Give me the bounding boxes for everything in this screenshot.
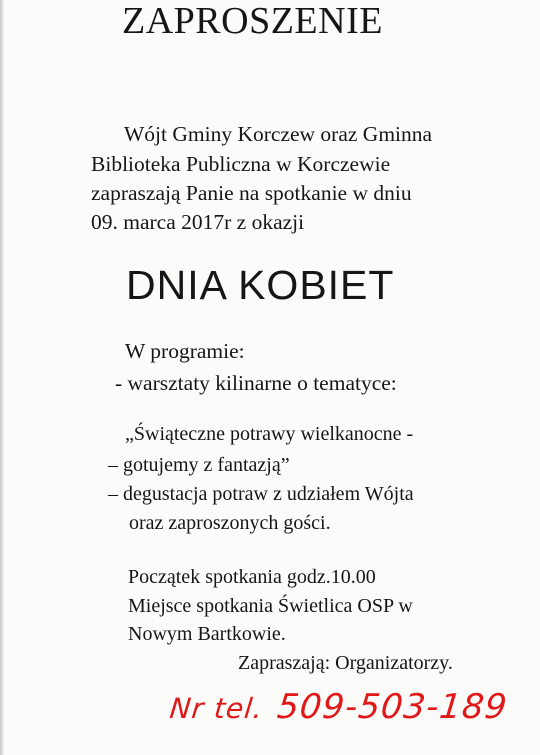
- venue-line-2: Nowym Bartkowie.: [128, 623, 286, 645]
- program-item-1: - warsztaty kilinarne o tematyce:: [115, 371, 397, 395]
- intro-line-4: 09. marca 2017r z okazji: [91, 210, 305, 234]
- closing-signature: Zapraszają: Organizatorzy.: [238, 652, 453, 674]
- program-title: W programie:: [125, 339, 245, 363]
- handwritten-phone-note: [168, 687, 510, 727]
- event-heading: DNIA KOBIET: [126, 262, 395, 308]
- intro-line-3: zapraszają Panie na spotkanie w dniu: [91, 181, 412, 205]
- program-item-5: oraz zaproszonych gości.: [129, 512, 331, 534]
- document-title: ZAPROSZENIE: [122, 0, 383, 42]
- handwritten-phone-number: 509-503-189: [275, 687, 510, 727]
- program-item-3: – gotujemy z fantazją”: [108, 454, 290, 476]
- program-item-2: „Świąteczne potrawy wielkanocne -: [125, 423, 414, 445]
- scan-page-edge: [0, 0, 4, 755]
- program-item-4: – degustacja potraw z udziałem Wójta: [108, 483, 414, 505]
- intro-line-2: Biblioteka Publiczna w Korczewie: [91, 152, 391, 176]
- handwritten-phone-label: Nr tel.: [168, 692, 265, 725]
- venue-line-1: Miejsce spotkania Świetlica OSP w: [128, 595, 413, 617]
- start-time-line: Początek spotkania godz.10.00: [128, 566, 376, 588]
- intro-line-1: Wójt Gminy Korczew oraz Gminna: [124, 122, 433, 146]
